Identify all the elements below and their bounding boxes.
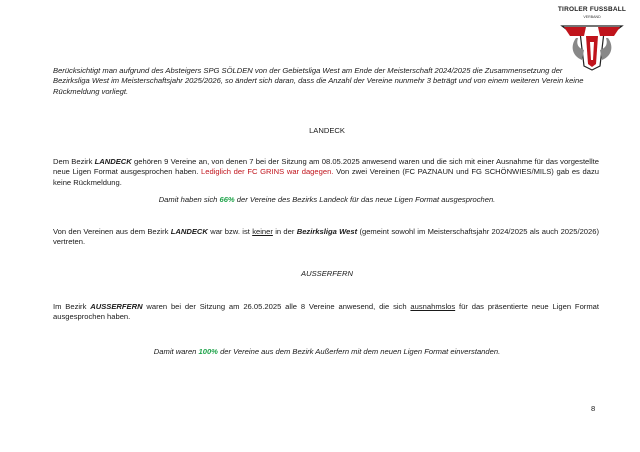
landeck-heading: LANDECK: [309, 126, 345, 135]
district-name: LANDECK: [170, 227, 208, 236]
district-name: LANDECK: [94, 157, 132, 166]
logo-title: TIROLER FUSSBALL: [557, 6, 627, 13]
intro-paragraph: Berücksichtigt man aufgrund des Absteigers SPG SÖLDEN von der Gebietsliga West am Ende der Meisterschaft 2024/2025 die Zusammensetzung der Bezirksliga West im Meisterschaftsjahr 2025/2026, so ändert sich daran, dass die Anzahl der Vereine nunmehr 3 beträgt und von einem weiteren Verein keine Rückmeldung vorliegt.: [53, 66, 584, 96]
league-name: Bezirksliga West: [296, 227, 358, 236]
ausserfern-percent: 100%: [198, 347, 218, 356]
objection-note: Lediglich der FC GRINS war dagegen.: [201, 167, 334, 177]
landeck-percent: 66%: [219, 195, 235, 204]
landeck-paragraph-2: Von den Vereinen aus dem Bezirk LANDECK war bzw. ist keiner in der Bezirksliga West (gemeint sowohl im Meisterschaftsjahr 2024/2025 als auch 2025/2026) vertreten.: [53, 227, 599, 247]
page-number: 8: [591, 404, 596, 413]
ausserfern-heading: AUSSERFERN: [301, 269, 353, 278]
landeck-summary: Damit haben sich 66% der Vereine des Bezirks Landeck für das neue Ligen Format ausgesprochen.: [158, 195, 496, 204]
eagle-emblem-icon: [556, 20, 628, 72]
ausserfern-summary: Damit waren 100% der Vereine aus dem Bezirk Außerfern mit dem neuen Ligen Format einverstanden.: [153, 347, 501, 356]
underlined-word: keiner: [252, 227, 273, 236]
landeck-paragraph-1: Dem Bezirk LANDECK gehören 9 Vereine an, von denen 7 bei der Sitzung am 08.05.2025 anwesend waren und die sich mit einer Ausnahme für das vorgestellte neue Ligen Format ausgesprochen haben. Lediglich der FC GRINS war dagegen. Von zwei Vereinen (FC PAZNAUN und FG SCHÖNWIES/MILS) gab es dazu keine Rückmeldung.: [53, 157, 599, 187]
logo-subtitle: VERBAND: [583, 15, 601, 19]
ausserfern-paragraph-1: Im Bezirk AUSSERFERN waren bei der Sitzung am 26.05.2025 alle 8 Vereine anwesend, die sich ausnahmslos für das präsentierte neue Ligen Format ausgesprochen haben.: [53, 302, 599, 322]
underlined-word: ausnahmslos: [410, 302, 456, 311]
district-name: AUSSERFERN: [90, 302, 143, 311]
